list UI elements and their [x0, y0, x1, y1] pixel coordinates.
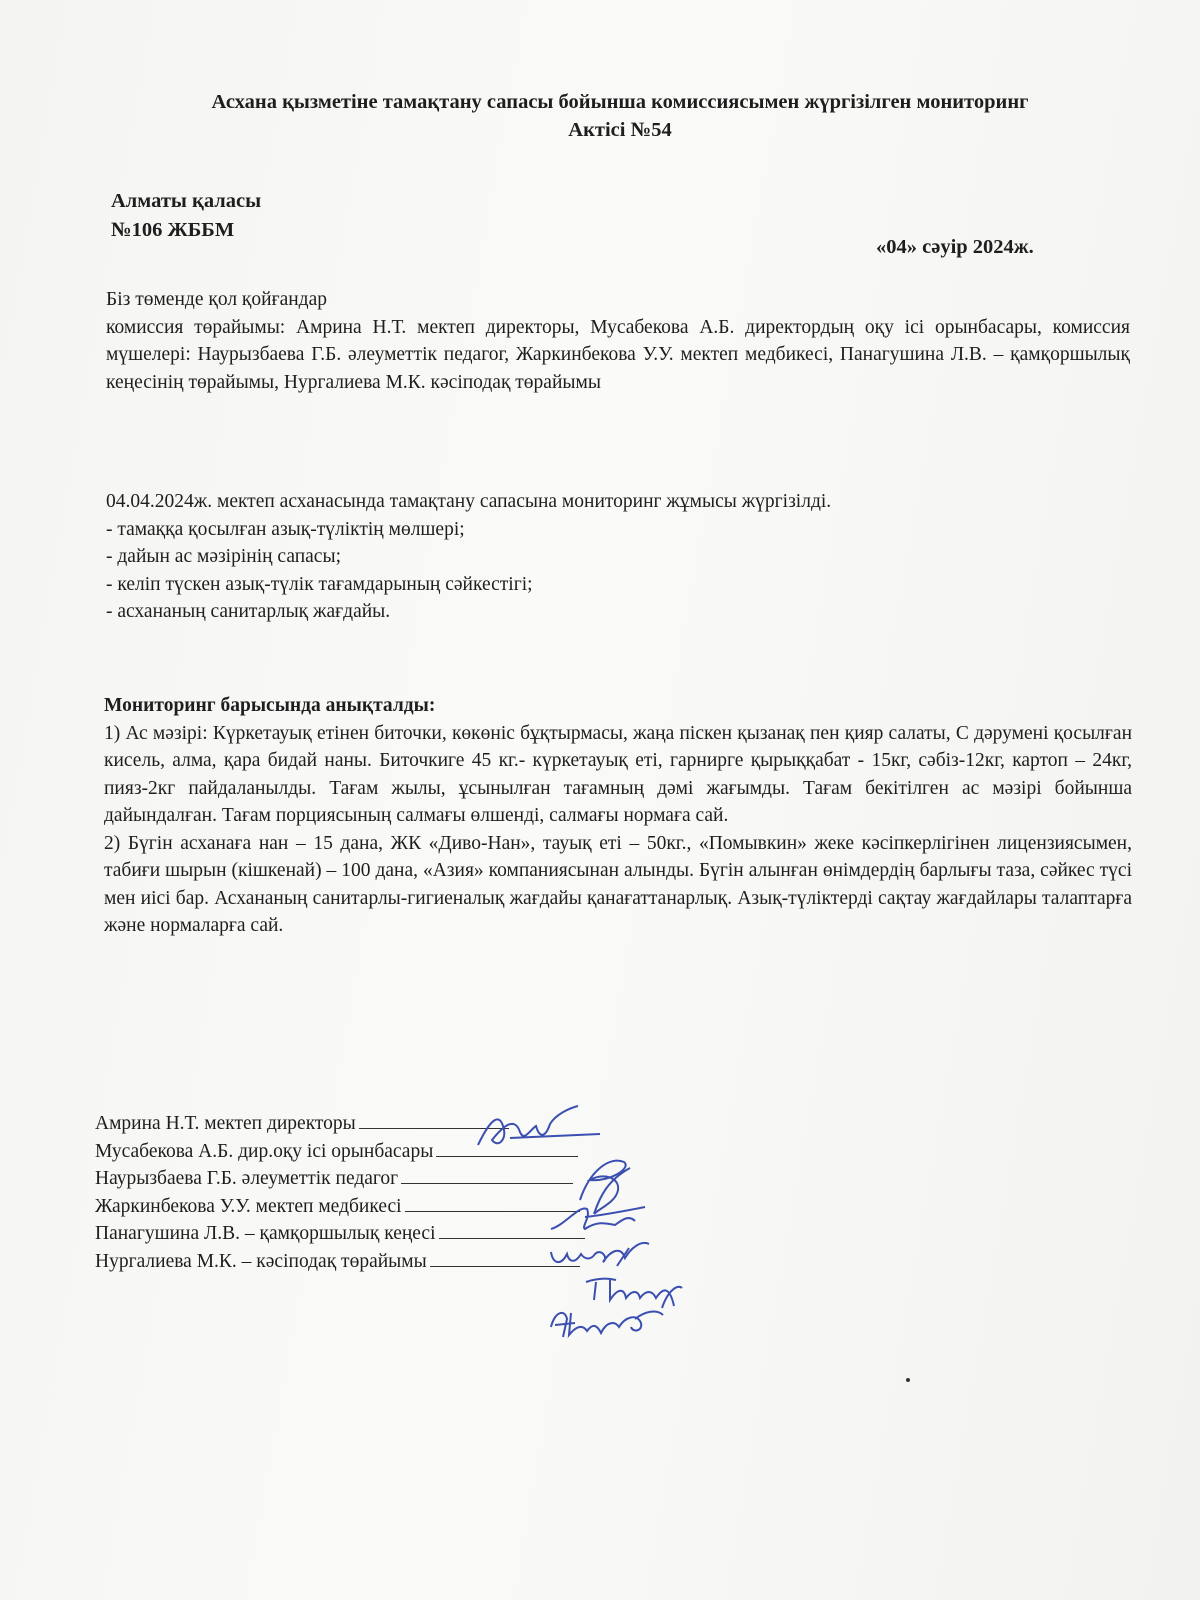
- signature-line: [439, 1220, 585, 1239]
- signature-line: [436, 1138, 578, 1157]
- title-line-2: Актісі №54: [568, 119, 672, 141]
- intro-line: Біз төменде қол қойғандар: [106, 289, 327, 310]
- signatory-label: Панагушина Л.В. – қамқоршылық кеңесі: [95, 1223, 436, 1245]
- finding-item: 1) Ас мәзірі: Күркетауық етінен биточки, көкөніс бұқтырмасы, жаңа піскен қызанақ пен қияр салаты, С дәрумені қосылған кисель, алма, қара бидай наны. Биточкиге 45 кг.- күркетауық еті, гарнирге қырыққабат - 15кг, сәбіз-12кг, картоп – 24кг, пияз-2кг пайдаланылды. Тағам жылы, ұсынылған тағамның дәмі жағымды. Тағам бекітілген ас мәзірі бойынша дайындалған. Тағам порциясының салмағы өлшенді, салмағы нормаға сай.: [104, 722, 1132, 826]
- findings-section: [104, 692, 1132, 940]
- monitoring-intro: 04.04.2024ж. мектеп асханасында тамақтану сапасына мониторинг жұмысы жүргізілді.: [106, 491, 832, 512]
- monitoring-section: [106, 488, 1130, 626]
- checklist-item: - асхананың санитарлық жағдайы.: [106, 601, 391, 622]
- signature-row: [95, 1110, 585, 1138]
- finding-item: 2) Бүгін асханаға нан – 15 дана, ЖК «Диво-Нан», тауық еті – 50кг., «Помывкин» жеке кәсіпкерлігінен лицензиясымен, табиғи шырын (кішкенай) – 100 дана, «Азия» компаниясынан алынды. Бүгін алынған өнімдердің барлығы таза, сәйкес түсі мен иісі бар. Асхананың санитарлы-гигиеналық жағдайы қанағаттанарлық. Азық-түліктерді сақтау жағдайлары талаптарға және нормаларға сай.: [104, 832, 1132, 936]
- signatory-label: Нургалиева М.К. – кәсіподақ төрайымы: [95, 1250, 427, 1272]
- checklist-item: - дайын ас мәзірінің сапасы;: [106, 546, 341, 567]
- signature-row: [95, 1165, 585, 1193]
- act-date: «04» сәуір 2024ж.: [876, 236, 1034, 258]
- school-name: №106 ЖББМ: [111, 219, 235, 241]
- signature-row: [95, 1248, 585, 1276]
- signature-row: [95, 1193, 585, 1221]
- intro-section: [106, 286, 1130, 396]
- checklist-item: - тамаққа қосылған азық-түліктің мөлшері;: [106, 518, 465, 540]
- ink-dot: [906, 1378, 910, 1382]
- signatory-label: Амрина Н.Т. мектеп директоры: [95, 1113, 356, 1134]
- signature-row: [95, 1138, 585, 1166]
- document-title: [100, 88, 1140, 144]
- commission-members: комиссия төрайымы: Амрина Н.Т. мектеп директоры, Мусабекова А.Б. директордың оқу ісі орынбасары, комиссия мүшелері: Наурызбаева Г.Б. әлеуметтік педагог, Жаркинбекова У.У. мектеп медбикесі, Панагушина Л.В. – қамқоршылық кеңесінің төрайымы, Нургалиева М.К. кәсіподақ төрайымы: [106, 316, 1130, 393]
- city: Алматы қаласы: [111, 190, 262, 212]
- signatory-label: Наурызбаева Г.Б. әлеуметтік педагог: [95, 1168, 399, 1190]
- signature-block: [95, 1110, 585, 1276]
- signature-panagushina: [578, 1268, 688, 1318]
- title-line-1: Асхана қызметіне тамақтану сапасы бойынша комиссиясымен жүргізілген мониторинг: [211, 91, 1029, 113]
- signature-row: [95, 1220, 585, 1248]
- signature-line: [359, 1110, 509, 1129]
- signature-line: [401, 1165, 573, 1184]
- signature-line: [430, 1248, 580, 1267]
- findings-heading: Мониторинг барысында анықталды:: [104, 695, 436, 716]
- signature-line: [405, 1193, 580, 1212]
- signature-nurgalieva: [545, 1297, 675, 1347]
- checklist-item: - келіп түскен азық-түлік тағамдарының сәйкестігі;: [106, 573, 533, 595]
- signatory-label: Мусабекова А.Б. дир.оқу ісі орынбасары: [95, 1140, 434, 1162]
- signatory-label: Жаркинбекова У.У. мектеп медбикесі: [95, 1195, 402, 1217]
